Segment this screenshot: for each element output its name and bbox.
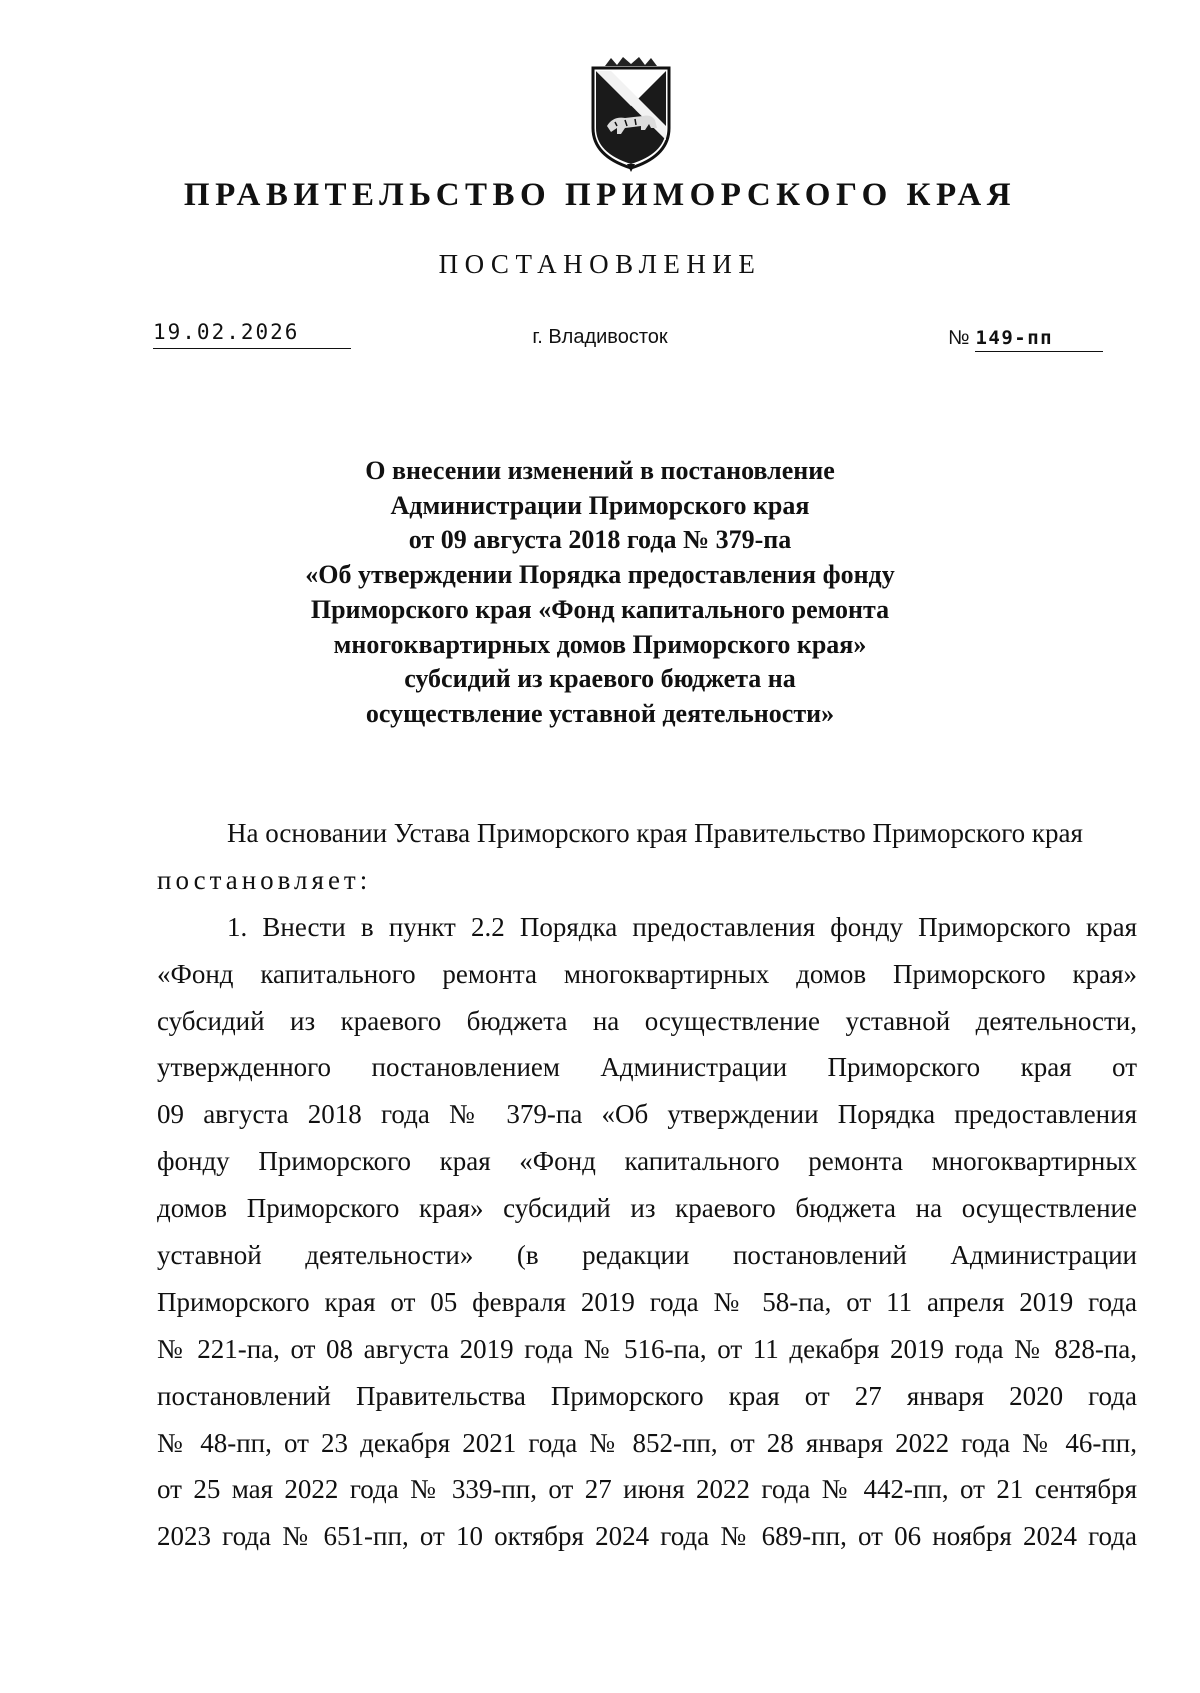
number-sign: № [948, 327, 970, 349]
body-line: «Фонд капитального ремонта многоквартирных домов Приморского края» [157, 958, 1137, 989]
heading-line: многоквартирных домов Приморского края» [333, 629, 867, 659]
government-title: ПРАВИТЕЛЬСТВО ПРИМОРСКОГО КРАЯ [183, 177, 1017, 213]
heading-line: «Об утверждении Порядка предоставления фонду [305, 560, 895, 590]
body-line-decree: постановляет: [157, 864, 372, 895]
body-line: 09 августа 2018 года № 379-па «Об утверждении Порядка предоставления [157, 1099, 1137, 1130]
body-line: утвержденного постановлением Администрации Приморского края от [157, 1052, 1137, 1083]
heading-line: Приморского края «Фонд капитального ремонта [310, 594, 890, 624]
body-line: № 48-пп, от 23 декабря 2021 года № 852-пп, от 28 января 2022 года № 46-пп, [157, 1427, 1137, 1458]
number-value: 149-пп [975, 325, 1103, 352]
body-line: субсидий из краевого бюджета на осуществление уставной деятельности, [157, 1005, 1137, 1036]
heading-line: Администрации Приморского края [390, 490, 810, 520]
heading-line: от 09 августа 2018 года № 379-па [408, 525, 792, 555]
body-line: уставной деятельности» (в редакции постановлений Администрации [157, 1240, 1137, 1271]
body-line: № 221-па, от 08 августа 2019 года № 516-па, от 11 декабря 2019 года № 828-па, [157, 1333, 1137, 1364]
body-line: 1. Внести в пункт 2.2 Порядка предоставления фонду Приморского края [227, 911, 1137, 942]
body-line: постановлений Правительства Приморского края от 27 января 2020 года [157, 1380, 1137, 1411]
heading-line: О внесении изменений в постановление [365, 456, 835, 485]
document-type: ПОСТАНОВЛЕНИЕ [438, 249, 762, 279]
document-city: г. Владивосток [532, 326, 668, 348]
document-heading [0, 454, 1200, 732]
body-line: от 25 мая 2022 года № 339-пп, от 27 июня 2022 года № 442-пп, от 21 сентября [157, 1474, 1137, 1505]
body-line: фонду Приморского края «Фонд капитального ремонта многоквартирных [157, 1146, 1137, 1177]
body-line: На основании Устава Приморского края Правительство Приморского края [227, 818, 1083, 848]
body-line: Приморского края от 05 февраля 2019 года № 58-па, от 11 апреля 2019 года [157, 1286, 1137, 1317]
coat-of-arms-icon [585, 56, 677, 172]
heading-line: субсидий из краевого бюджета на [404, 664, 796, 694]
document-date: 19.02.2026 [153, 319, 351, 349]
heading-line: осуществление уставной деятельности» [365, 698, 835, 728]
document-number [948, 325, 1103, 352]
document-body [157, 810, 1137, 1560]
body-line: домов Приморского края» субсидий из краевого бюджета на осуществление [157, 1193, 1137, 1224]
body-line: 2023 года № 651-пп, от 10 октября 2024 года № 689-пп, от 06 ноября 2024 года [157, 1521, 1137, 1552]
